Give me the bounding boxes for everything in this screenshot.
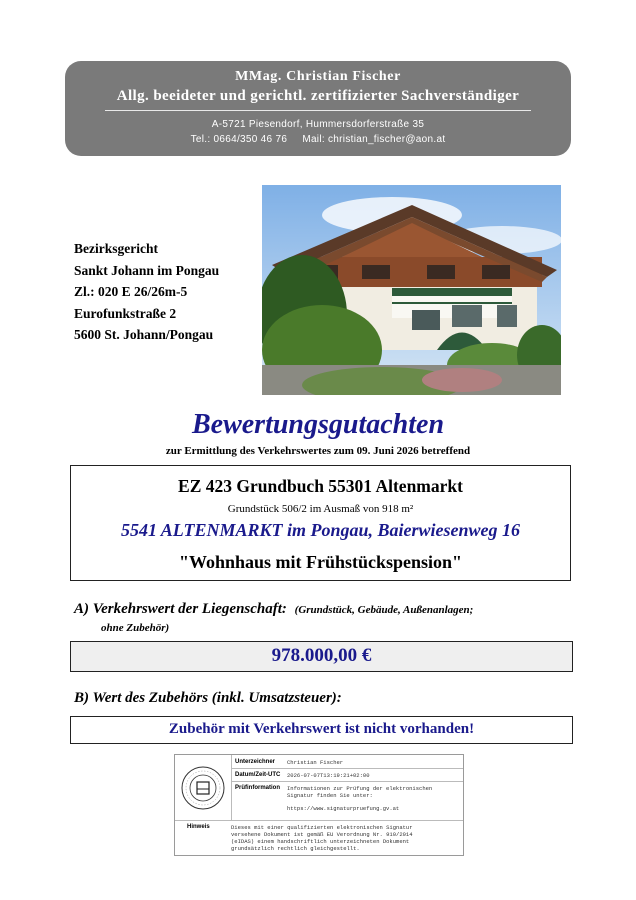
signature-row-divider — [175, 820, 463, 821]
check-url: https://www.signaturpruefung.gv.at — [287, 805, 400, 812]
check-label: Prüfinformation — [235, 785, 280, 791]
court-street: Eurofunkstraße 2 — [74, 305, 177, 321]
signer-label: Unterzeichner — [235, 759, 276, 765]
section-b-heading: B) Wert des Zubehörs (inkl. Umsatzsteuer): — [74, 690, 342, 706]
section-a-title: A) Verkehrswert der Liegenschaft: — [74, 601, 287, 617]
expert-name: MMag. Christian Fischer — [235, 69, 401, 84]
court-city: 5600 St. Johann/Pongau — [74, 327, 214, 342]
house-photo — [262, 185, 561, 395]
signer-value: Christian Fischer — [287, 759, 344, 766]
signature-divider — [231, 755, 232, 820]
case-number: Zl.: 020 E 26/26m-5 — [74, 284, 188, 299]
plot-info: Grundstück 506/2 im Ausmaß von 918 m² — [227, 503, 414, 515]
datetime-label: Datum/Zeit-UTC — [235, 772, 281, 778]
court-location: Sankt Johann im Pongau — [74, 262, 220, 278]
property-address: 5541 ALTENMARKT im Pongau, Baierwiesenweg 16 — [120, 520, 521, 540]
check-info-1: Informationen zur Prüfung der elektronischen — [287, 785, 433, 792]
datetime-value: 2026-07-07T13:19:21+02:00 — [287, 772, 370, 779]
note-line-3: (eIDAS) einem handschriftlich unterzeichneten Dokument — [231, 838, 410, 845]
document-title: Bewertungsgutachten — [191, 409, 445, 440]
letterhead-divider — [105, 110, 531, 111]
signature-row-divider — [231, 781, 463, 782]
signature-block — [174, 754, 464, 856]
expert-title: Allg. beeideter und gerichtl. zertifizierter Sachverständiger — [116, 88, 520, 104]
land-register-entry: EZ 423 Grundbuch 55301 Altenmarkt — [178, 476, 463, 496]
check-info-2: Signatur finden Sie unter: — [287, 792, 373, 799]
market-value-box: 978.000,00 € — [70, 641, 573, 672]
court-address — [74, 238, 219, 346]
expert-address: A-5721 Piesendorf, Hummersdorferstraße 35 — [211, 119, 425, 130]
document-subtitle: zur Ermittlung des Verkehrswertes zum 09. Juni 2026 betreffend — [165, 445, 471, 457]
note-line-2: versehene Dokument ist gemäß EU Verordnung Nr. 910/2014 — [231, 831, 413, 838]
section-a-heading — [74, 601, 473, 618]
section-a-note-2: ohne Zubehör) — [101, 622, 170, 634]
section-a-note: (Grundstück, Gebäude, Außenanlagen; — [294, 604, 474, 616]
expert-contact — [65, 134, 571, 145]
accessories-value-box: Zubehör mit Verkehrswert ist nicht vorhanden! — [70, 716, 573, 744]
court-name: Bezirksgericht — [74, 241, 158, 256]
letterhead — [65, 61, 571, 156]
property-type: "Wohnhaus mit Frühstückspension" — [178, 552, 463, 572]
property-box — [70, 465, 571, 581]
note-label: Hinweis — [187, 824, 210, 830]
note-line-4: grundsätzlich rechtlich gleichgestellt. — [231, 845, 360, 852]
signature-row-divider — [231, 768, 463, 769]
signature-seal-icon — [179, 758, 227, 818]
expert-email: Mail: christian_fischer@aon.at — [302, 134, 446, 145]
note-line-1: Dieses mit einer qualifizierten elektronischen Signatur — [231, 824, 413, 831]
expert-phone: Tel.: 0664/350 46 76 — [190, 134, 288, 145]
